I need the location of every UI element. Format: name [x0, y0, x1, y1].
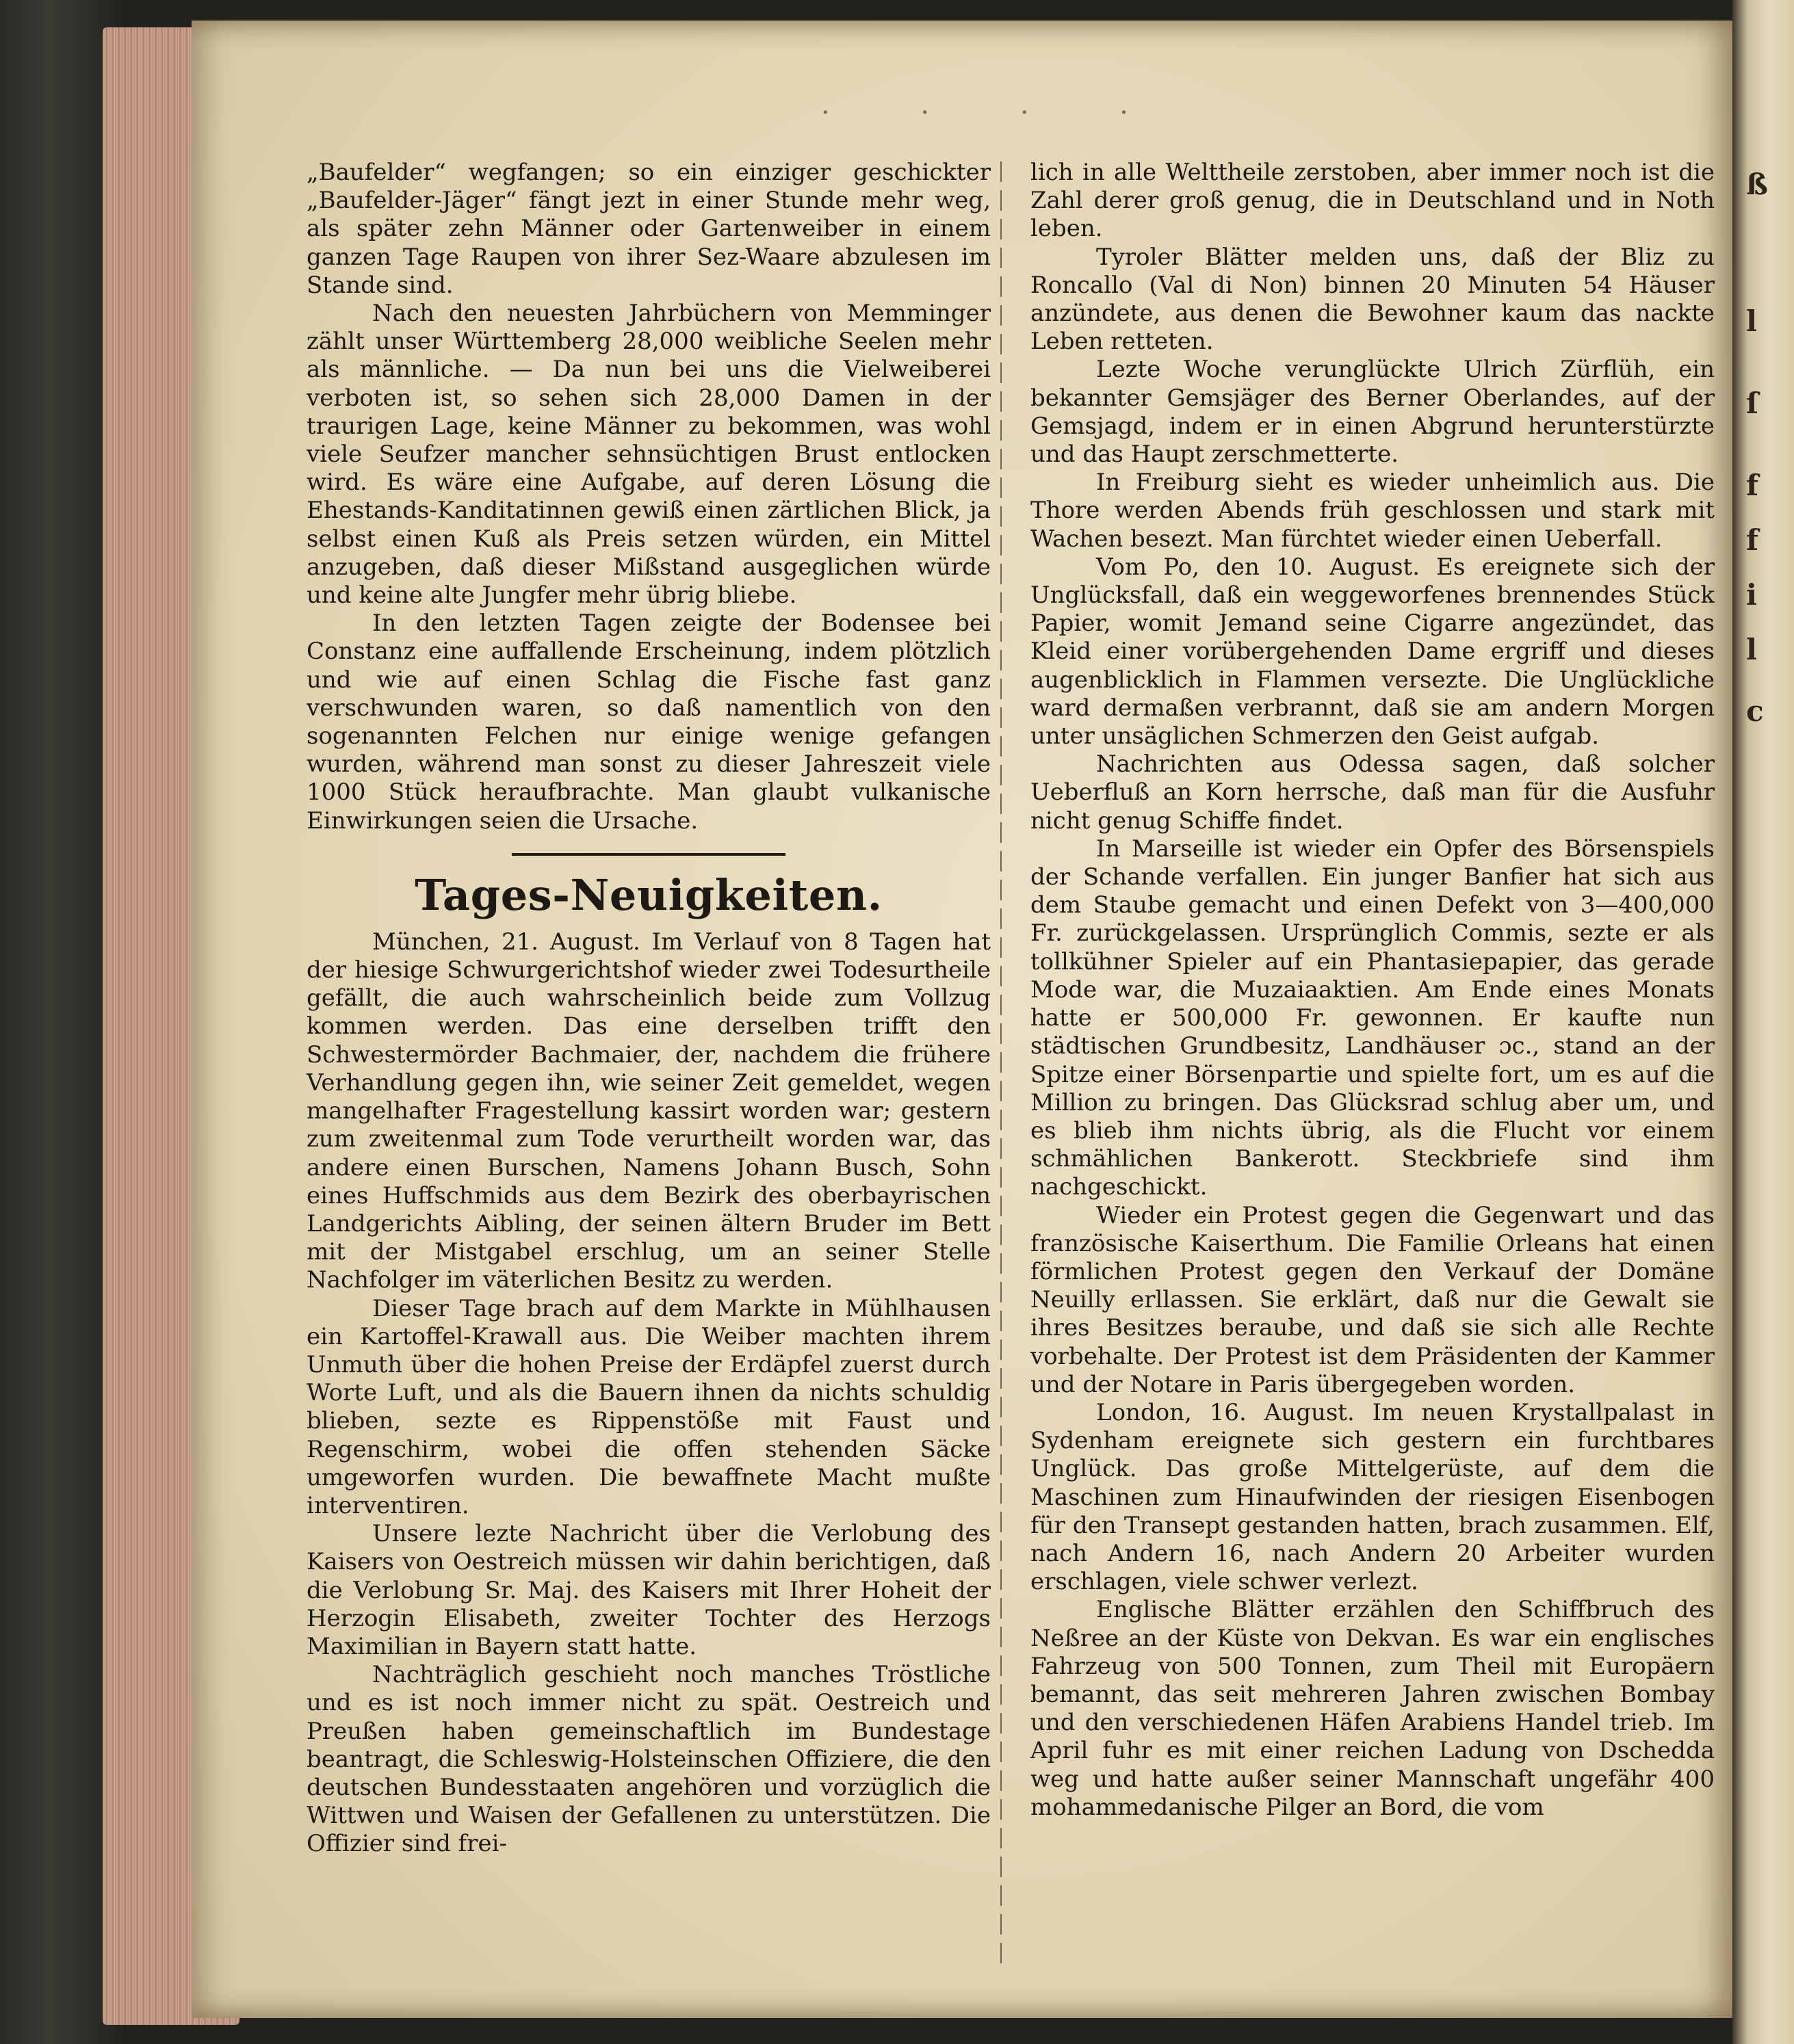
news-item: München, 21. August. Im Verlauf von 8 Tagen hat der hiesige Schwurgerichtshof wieder zwei Todesurtheile gefällt, die auch wahrscheinlich beide zum Vollzug kommen werden. Das eine derselben trifft den Schwestermörder Bachmaier, der, nachdem die frühere Verhandlung gegen ihn, wie seiner Zeit gemeldet, wegen mangelhafter Fragestellung kassirt worden war; gestern zum zweitenmal zum Tode verurtheilt worden war, das andere einen Burschen, Namens Johann Busch, Sohn eines Huffschmids aus dem Bezirk des oberbayrischen Landgerichts Aibling, der seinen ältern Bruder im Bett mit der Mistgabel erschlug, um an seiner Stelle Nachfolger im väterlichen Besitz zu werden.: [307, 928, 991, 1294]
page-specks: · · · ·: [821, 97, 1170, 129]
article-paragraph: „Baufelder“ wegfangen; so ein einziger geschickter „Baufelder-Jäger“ fängt jezt in einer Stunde mehr weg, als später zehn Männer oder Gartenweiber in einem ganzen Tage Raupen von ihrer Sez-Waare abzulesen im Stande sind.: [307, 159, 991, 299]
news-item: Vom Po, den 10. August. Es ereignete sich der Unglücksfall, daß ein weggeworfenes brennendes Stück Papier, womit Jemand seine Cigarre angezündet, das Kleid einer vorübergehenden Dame ergriff und dieses augenblicklich in Flammen versezte. Die Unglückliche ward dermaßen verbrannt, daß sie am andern Morgen unter unsäglichen Schmerzen den Geist aufgab.: [1030, 553, 1715, 750]
news-item: London, 16. August. Im neuen Krystallpalast in Sydenham ereignete sich gestern ein furchtbares Unglück. Das große Mittelgerüste, auf dem die Maschinen zum Hinaufwinden der riesigen Eisenbogen für den Transept gestanden hatten, brach zusammen. Elf, nach Andern 16, nach Andern 20 Arbeiter wurden erschlagen, viele schwer verlezt.: [1030, 1398, 1715, 1596]
left-column: [307, 159, 991, 1859]
article-paragraph: Nach den neuesten Jahrbüchern von Memminger zählt unser Württemberg 28,000 weibliche Seelen mehr als männliche. — Da nun bei uns die Vielweiberei verboten ist, so sehen sich 28,000 Damen in der traurigen Lage, keine Männer zu bekommen, was wohl viele Seufzer mancher sehnsüchtigen Brust entlocken wird. Es wäre eine Aufgabe, auf deren Lösung die Ehestands-Kanditatinnen gewiß einen zärtlichen Blick, ja selbst einen Kuß als Preis setzen würden, ein Mittel anzugeben, daß dieser Mißstand ausgeglichen würde und keine alte Jungfer mehr übrig bliebe.: [307, 300, 991, 610]
news-item: Englische Blätter erzählen den Schiffbruch des Neßree an der Küste von Dekvan. Es war ein englisches Fahrzeug von 500 Tonnen, zum Theil mit Europäern bemannt, das seit mehreren Jahren zwischen Bombay und den verschiedenen Häfen Arabiens Handel trieb. Im April fuhr es mit einer reichen Ladung von Dschedda weg und hatte außer seiner Mannschaft ungefähr 400 mohammedanische Pilger an Bord, die vom: [1030, 1596, 1715, 1821]
news-item: Nachrichten aus Odessa sagen, daß solcher Ueberfluß an Korn herrsche, daß man für die Ausfuhr nicht genug Schiffe findet.: [1030, 750, 1715, 835]
facing-page-letter: l: [1746, 304, 1757, 338]
news-item: Nachträglich geschieht noch manches Tröstliche und es ist noch immer nicht zu spät. Oestreich und Preußen haben gemeinschaftlich im Bundestage beantragt, die Schleswig-Holsteinschen Offiziere, die den deutschen Bundesstaaten angehören und vorzüglich die Wittwen und Waisen der Gefallenen zu unterstützen. Die Offizier sind frei-: [307, 1661, 991, 1858]
news-item: In Freiburg sieht es wieder unheimlich aus. Die Thore werden Abends früh geschlossen und stark mit Wachen besezt. Man fürchtet wieder einen Ueberfall.: [1030, 469, 1715, 553]
news-item: Lezte Woche verunglückte Ulrich Zürflüh, ein bekannter Gemsjäger des Berner Oberlandes, auf der Gemsjagd, indem er in einen Abgrund herunterstürzte und das Haupt zerschmetterte.: [1030, 356, 1715, 469]
news-item: Dieser Tage brach auf dem Markte in Mühlhausen ein Kartoffel-Krawall aus. Die Weiber machten ihrem Unmuth über die hohen Preise der Erdäpfel zuerst durch Worte Luft, und als die Bauern ihnen da nichts schuldig blieben, sezte es Rippenstöße mit Faust und Regenschirm, wobei die offen stehenden Säcke umgeworfen wurden. Die bewaffnete Macht mußte interventiren.: [307, 1294, 991, 1519]
column-divider: [1000, 161, 1002, 1967]
facing-page-edge: [1732, 0, 1794, 2044]
facing-page-letter: f: [1746, 469, 1759, 502]
separator-rule: [512, 853, 785, 856]
article-paragraph: In den letzten Tagen zeigte der Bodensee bei Constanz eine auffallende Erscheinung, indem plötzlich und wie auf einen Schlag die Fische fast ganz verschwunden waren, so daß namentlich von den sogenannten Felchen nur einige wenige gefangen wurden, während man sonst zu dieser Jahreszeit viele 1000 Stück heraufbrachte. Man glaubt vulkanische Einwirkungen seien die Ursache.: [307, 610, 991, 835]
facing-page-letter: l: [1746, 633, 1757, 666]
facing-page-letter: c: [1746, 694, 1764, 728]
facing-page-letter: ß: [1746, 168, 1768, 201]
news-item: Tyroler Blätter melden uns, daß der Bliz zu Roncallo (Val di Non) binnen 20 Minuten 54 Häuser anzündete, aus denen die Bewohner kaum das nackte Leben retteten.: [1030, 243, 1715, 356]
facing-page-letter: ſ: [1746, 386, 1759, 420]
section-heading: Tages-Neuigkeiten.: [415, 869, 883, 920]
news-item: In Marseille ist wieder ein Opfer des Börsenspiels der Schande verfallen. Ein junger Banfier hat sich aus dem Staube gemacht und einen Defekt von 3—400,000 Fr. zurückgelassen. Ursprünglich Commis, sezte er als tollkühner Spieler auf ein Phantasiepapier, das gerade Mode war, die Muzaiaaktien. Am Ende eines Monats hatte er 500,000 Fr. gewonnen. Er kaufte nun städtischen Grundbesitz, Landhäuser ɔc., stand an der Spitze einer Börsenpartie und spielte fort, um es auf die Million zu bringen. Das Glücksrad schlug aber um, und es blieb ihm nichts übrig, als die Flucht vor einem schmählichen Bankerott. Steckbriefe sind ihm nachgeschickt.: [1030, 835, 1715, 1201]
article-paragraph: lich in alle Welttheile zerstoben, aber immer noch ist die Zahl derer groß genug, die in Deutschland und in Noth leben.: [1030, 159, 1715, 243]
facing-page-letter: f: [1746, 523, 1759, 557]
news-item: Wieder ein Protest gegen die Gegenwart und das französische Kaiserthum. Die Familie Orleans hat einen förmlichen Protest gegen den Verkauf der Domäne Neuilly erllassen. Sie erklärt, daß nur die Gewalt sie ihres Besitzes beraube, und daß sie sich alle Rechte vorbehalte. Der Protest ist dem Präsidenten der Kammer und der Notare in Paris übergegeben worden.: [1030, 1201, 1715, 1398]
right-column: [1030, 159, 1715, 1822]
facing-page-letter: i: [1746, 578, 1757, 612]
news-item: Unsere lezte Nachricht über die Verlobung des Kaisers von Oestreich müssen wir dahin berichtigen, daß die Verlobung Sr. Maj. des Kaisers mit Ihrer Hoheit der Herzogin Elisabeth, zweiter Tochter des Herzogs Maximilian in Bayern statt hatte.: [307, 1520, 991, 1660]
